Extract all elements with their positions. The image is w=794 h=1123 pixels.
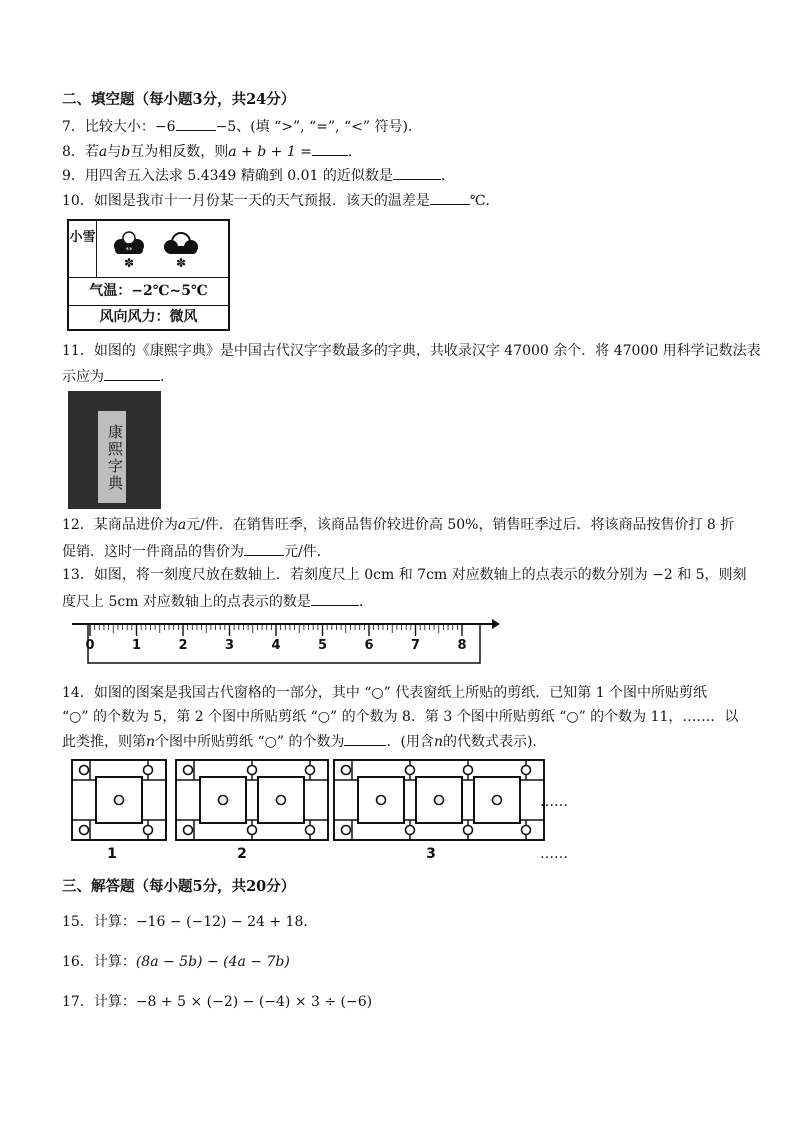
q7-text: 7．比较大小： [62, 119, 155, 135]
question-12-line2 [62, 541, 331, 562]
q13-pre: 度尺上 5cm 对应数轴上的点表示的数是 [62, 594, 311, 610]
q12-blank[interactable] [244, 541, 284, 556]
snow-cloud-icon [99, 222, 229, 276]
paper-cut-circle-icon [184, 766, 193, 775]
q12-line2-pre: 促销．这时一件商品的售价为 [62, 544, 244, 560]
q15-pre: 15．计算： [62, 914, 136, 930]
q12-line2-post: 元/件． [284, 544, 331, 560]
svg-text:**: ** [125, 246, 133, 254]
ruler-label: 3 [224, 638, 235, 653]
weather-wind: 风向风力：微风 [99, 309, 198, 325]
window-lattice-patterns-figure [64, 756, 584, 862]
question-9 [62, 165, 455, 186]
ruler-label: 6 [364, 638, 374, 653]
q10-post: ℃． [469, 193, 500, 209]
question-16 [62, 952, 290, 972]
question-14-line1: 14．如图的图案是我国古代窗格的一部分，其中 “○” 代表窗纸上所贴的剪纸．已知第 1 个图中所贴剪纸 [62, 685, 708, 701]
ruler-body [88, 624, 480, 663]
q14-pre: 此类推，则第 [62, 734, 146, 750]
ruler-label: 2 [178, 638, 188, 653]
q8-post: ． [347, 144, 362, 160]
q14-n: n [146, 734, 156, 750]
q11-pre: 示应为 [62, 369, 104, 385]
paper-cut-circle-icon [219, 796, 228, 805]
paper-cut-circle-icon [342, 826, 351, 835]
question-11-line2 [62, 366, 174, 387]
paper-cut-circle-icon [80, 826, 89, 835]
paper-cut-circle-icon [144, 826, 153, 835]
q9-pre: 9．用四舍五入法求 5.4349 精确到 0.01 的近似数是 [62, 168, 393, 184]
paper-cut-circle-icon [406, 766, 415, 775]
question-7 [62, 116, 422, 137]
paper-cut-circle-icon [248, 826, 257, 835]
q17-pre: 17．计算： [62, 994, 136, 1010]
paper-cut-circle-icon [464, 766, 473, 775]
q8-b: b [121, 144, 131, 160]
q15-expr: −16 − (−12) − 24 + 18 [135, 914, 304, 930]
question-11-line1: 11．如图的《康熙字典》是中国古代汉字字数最多的字典，共收录汉字 47000 余个．将 47000 用科学记数法表 [62, 343, 761, 359]
question-15 [62, 912, 317, 932]
weather-forecast-figure [67, 219, 230, 331]
question-13-line2 [62, 591, 373, 612]
q14-end: 的代数式表示)． [442, 734, 547, 750]
q16-pre: 16．计算： [62, 954, 136, 970]
q9-blank[interactable] [393, 165, 441, 180]
ruler-label: 8 [457, 638, 467, 653]
pattern-label-3: 3 [426, 846, 436, 862]
axis-arrow-icon [492, 619, 500, 629]
q10-blank[interactable] [430, 190, 470, 205]
ruler-label: 5 [317, 638, 328, 653]
q16-expr: (8a − 5b) − (4a − 7b) [135, 954, 290, 970]
question-8 [62, 141, 362, 162]
q8-pre: 8．若 [62, 144, 99, 160]
q14-mid: 个图中所贴剪纸 “○” 的个数为 [155, 734, 345, 750]
question-14-line3 [62, 731, 546, 752]
svg-text:✽: ✽ [123, 256, 135, 270]
q12-a: a [177, 517, 187, 533]
q7-post: 、(填 “>”, “=”, “<” 符号)． [236, 119, 422, 135]
pattern-ellipsis-right: …… [540, 794, 568, 810]
q11-blank[interactable] [104, 366, 160, 381]
paper-cut-circle-icon [406, 826, 415, 835]
question-12-line1 [62, 515, 734, 535]
q11-post: ． [160, 369, 174, 385]
paper-cut-circle-icon [522, 826, 531, 835]
paper-cut-circle-icon [342, 766, 351, 775]
q17-expr: −8 + 5 × (−2) − (−4) × 3 ÷ (−6) [135, 994, 373, 1010]
q9-post: ． [440, 168, 455, 184]
paper-cut-circle-icon [435, 796, 444, 805]
paper-cut-circle-icon [306, 826, 315, 835]
paper-cut-circle-icon [184, 826, 193, 835]
q8-a: a [98, 144, 108, 160]
section3-heading: 三、解答题（每小题5分，共20分） [62, 878, 296, 895]
question-17 [62, 992, 372, 1012]
paper-cut-circle-icon [464, 826, 473, 835]
paper-cut-circle-icon [522, 766, 531, 775]
ruler-labels [85, 638, 466, 653]
ruler-on-number-line-figure [72, 617, 500, 665]
question-13-line1: 13．如图，将一刻度尺放在数轴上．若刻度尺上 0cm 和 7cm 对应数轴上的点表示的数分别为 −2 和 5，则刻 [62, 567, 747, 583]
q10-pre: 10．如图是我市十一月份某一天的天气预报．该天的温差是 [62, 193, 430, 209]
paper-cut-circle-icon [144, 766, 153, 775]
q14-post: ．(用含 [386, 734, 434, 750]
paper-cut-circle-icon [377, 796, 386, 805]
q8-expr: a + b + 1 = [228, 144, 312, 160]
q13-post: ． [358, 594, 373, 610]
ruler-ticks [90, 624, 462, 636]
paper-cut-circle-icon [306, 766, 315, 775]
q7-blank[interactable] [176, 116, 216, 131]
pattern-ellipsis-bottom: …… [540, 846, 568, 862]
paper-cut-circle-icon [277, 796, 286, 805]
svg-text:✽: ✽ [175, 256, 187, 270]
q14-blank[interactable] [344, 731, 386, 746]
q14-n2: n [433, 734, 443, 750]
kangxi-dictionary-image [68, 391, 161, 509]
ruler-label: 1 [131, 638, 142, 653]
paper-cut-circle-icon [80, 766, 89, 775]
section2-heading: 二、填空题（每小题3分，共24分） [62, 91, 296, 108]
book-title: 康熙字典 [98, 411, 126, 503]
q7-b: −5 [215, 119, 237, 135]
q8-blank[interactable] [312, 141, 348, 156]
paper-cut-circle-icon [248, 766, 257, 775]
q8-mid1: 与 [107, 144, 122, 160]
pattern-label-1: 1 [107, 846, 117, 862]
paper-cut-circle-icon [493, 796, 502, 805]
weather-type-label: 小雪 [69, 221, 97, 277]
q15-post: ． [303, 914, 318, 930]
q12-post: 元/件．在销售旺季，该商品售价较进价高 50%，销售旺季过后．将该商品按售价打 8 折 [186, 517, 735, 533]
q13-blank[interactable] [311, 591, 359, 606]
question-10 [62, 190, 500, 211]
q12-pre: 12．某商品进价为 [62, 517, 178, 533]
weather-row-icons [69, 221, 228, 278]
paper-cut-circle-icon [115, 796, 124, 805]
question-14-line2: “○” 的个数为 5，第 2 个图中所贴剪纸 “○” 的个数为 8．第 3 个图中所贴剪纸 “○” 的个数为 11，……．以 [62, 709, 739, 725]
q7-a: −6 [154, 119, 176, 135]
weather-temp: 气温：−2℃~5℃ [69, 277, 228, 306]
ruler-label: 7 [410, 638, 421, 653]
ruler-label: 4 [271, 638, 281, 653]
pattern-group [72, 760, 544, 840]
q8-mid2: 互为相反数，则 [130, 144, 229, 160]
ruler-label: 0 [85, 638, 95, 653]
pattern-label-2: 2 [237, 846, 247, 862]
